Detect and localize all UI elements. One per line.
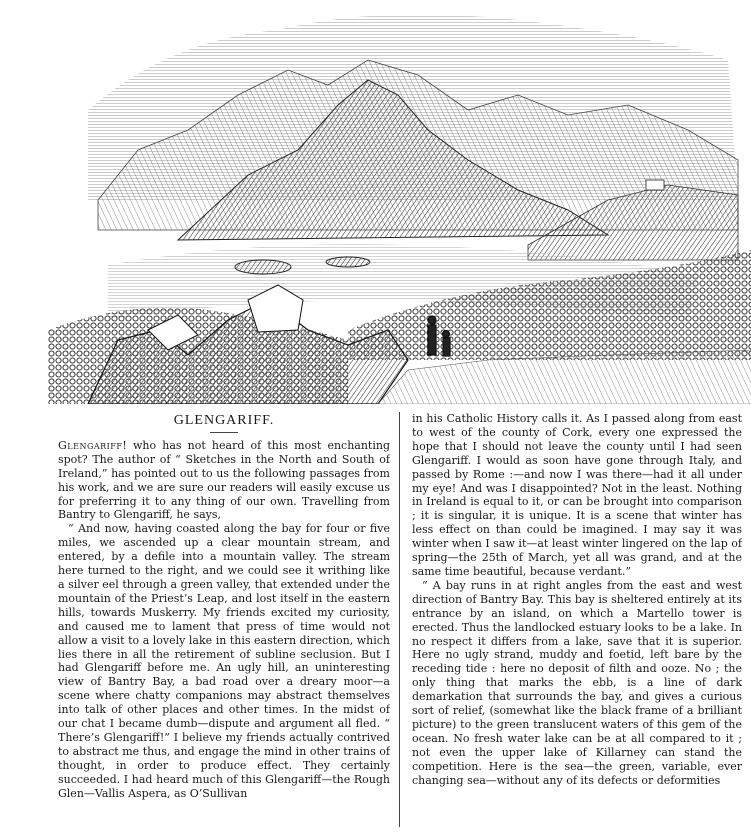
island <box>235 260 291 274</box>
title-divider <box>210 432 238 433</box>
column-rule <box>399 412 400 827</box>
right-column <box>412 412 742 833</box>
paragraph <box>58 439 390 522</box>
left-column <box>58 412 390 833</box>
paragraph: “ A bay runs in at right angles from the east and west direction of Bantry Bay. This bay is sheltered entirely at its entrance by an island, on which a Martello tower is erected. Thus the landlocked estuary looks to be a lake. In no respect it differs from a lake, save that it is superior. Here no ugly strand, muddy and foetid, left bare by the receding tide : here no deposit of filth and ooze. No ; the only thing that marks the ebb, is a line of dark demarkation that surrounds the bay, and gives a curious sort of relief, (somewhat like the black frame of a brilliant picture) to the green translucent waters of this gem of the ocean. No fresh water lake can be at all compared to it ; not even the upper lake of Killarney can stand the competition. Here is the sea—the green, variable, ever changing sea—without any of its defects or deformities <box>412 578 742 787</box>
paragraph: in his Catholic History calls it. As I passed along from east to west of the county of Cork, every one expressed the hope that I should not leave the county until I had seen Glengariff. I would as soon have gone through Italy, and passed by Rome :—and now I was there—had it all under my eye! And was I disappointed? Not in the least. Nothing in Ireland is equal to it, or can be brought into comparison ; it is singular, it is unique. It is a scene that winter has less effect on than could be imagined. I may say it was winter when I saw it—at least winter lingered on the lap of spring—the 25th of March, yet all was grand, and at the same time beautiful, because verdant.” <box>412 412 742 578</box>
lead-word: Glengariff <box>58 438 123 452</box>
paragraph: “ And now, having coasted along the bay for four or five miles, we ascended up a clear mountain stream, and entered, by a defile into a mountain valley. The stream here turned to the right, and we could see it writhing like a silver eel through a green valley, that extended under the mountain of the Priest’s Leap, and lost itself in the eastern hills, towards Muskerry. My friends excited my curiosity, and caused me to lament that press of time would not allow a visit to a lovely lake in this eastern direction, which lies there in all the retirement of subline seclusion. But I had Glengariff before me. An ugly hill, an uninteresting view of Bantry Bay, a bad road over a dreary moor—a scene where chatty companions may abstract themselves into talk of other places and other times. In the midst of our chat I became dumb—dispute and argument all fled. “ There’s Glengariff!” I believe my friends actually contrived to abstract me thus, and engage the mind in other trains of thought, in order to produce effect. They certainly succeeded. I had heard much of this Glengariff—the Rough Glen—Vallis Aspera, as O’Sullivan <box>58 522 390 800</box>
glengariff-engraving <box>48 0 751 404</box>
house <box>646 180 664 190</box>
paragraph-text: ! who has not heard of this most enchanting spot? The author of “ Sketches in the North and South of Ireland,” has pointed out to us the following passages from his work, and we are sure our readers will easily excuse us for preferring it to any thing of our own. Travelling from Bantry to Glengariff, he says, <box>58 438 390 522</box>
article-title: GLENGARIFF. <box>173 413 275 428</box>
island <box>326 257 370 267</box>
